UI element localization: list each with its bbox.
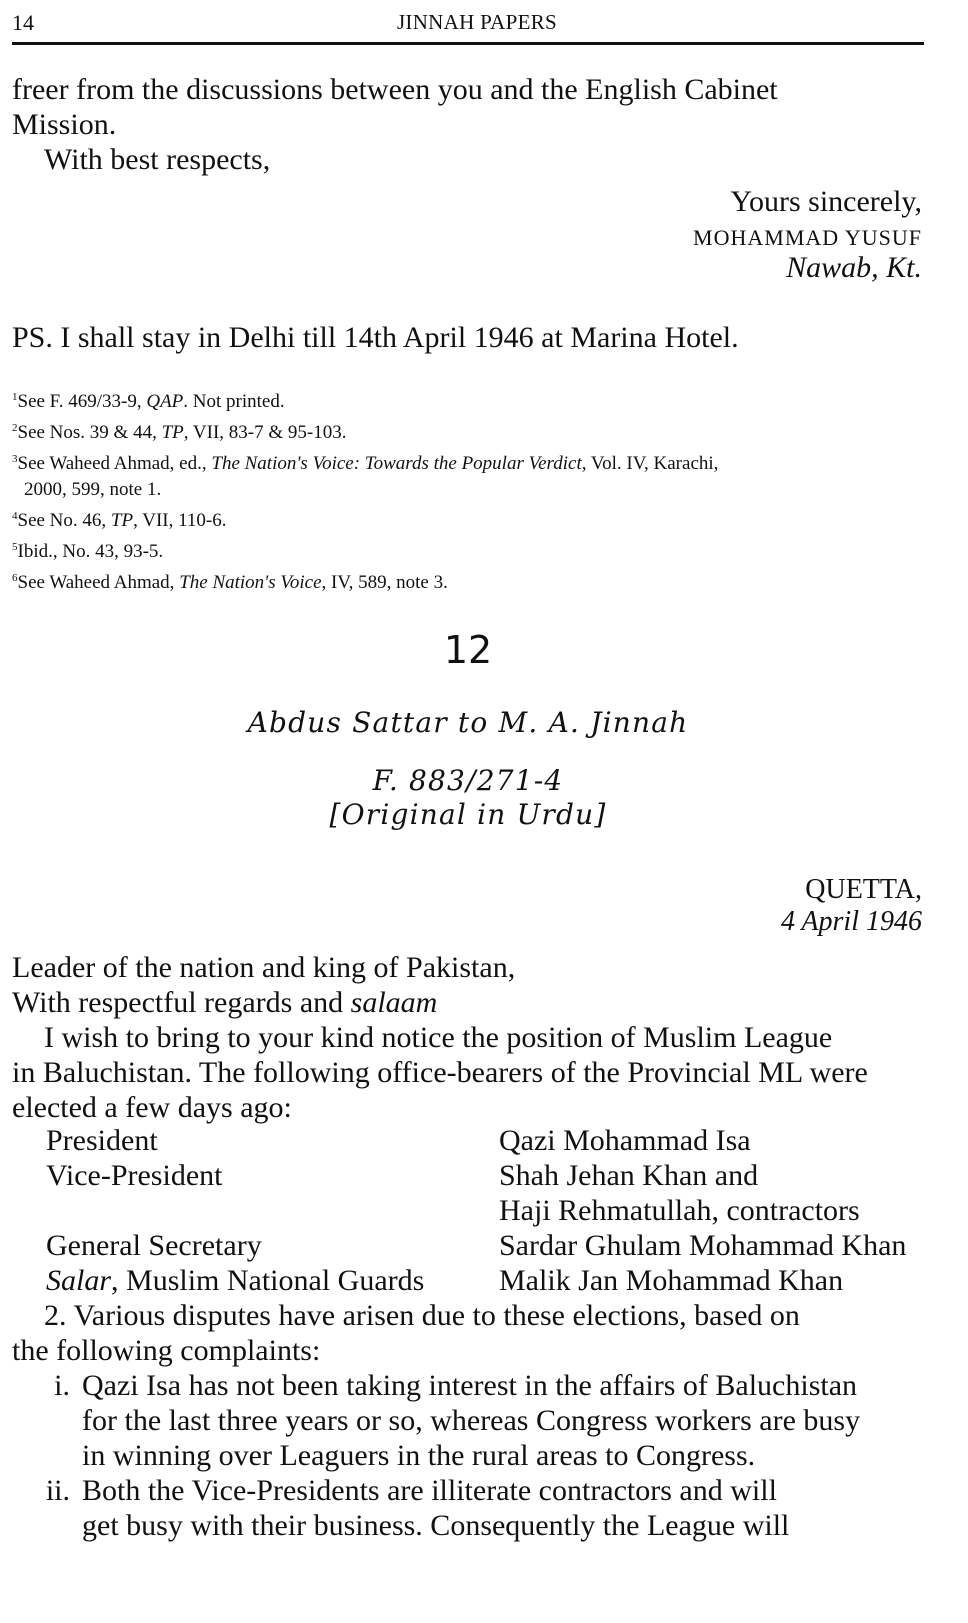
footnote: $^6$See Waheed Ahmad, The Nation's Voice, IV, 589, note 3. [12,572,448,593]
greeting: With respectful regards and salaam [12,986,438,1019]
sign-off: Yours sincerely, [730,185,922,218]
paragraph-line: in Baluchistan. The following office-bearers of the Provincial ML were [12,1056,868,1089]
original-language-note: [Original in Urdu] [329,798,607,831]
letter-place: QUETTA, [805,874,922,905]
officer-row: President Qazi Mohammad Isa [46,1124,751,1157]
officer-row: General Secretary Sardar Ghulam Mohammad Khan [46,1229,907,1262]
page-number: 14 [12,10,34,35]
footnote: $^2$See Nos. 39 & 44, TP, VII, 83-7 & 95-103. [12,422,347,443]
body-line: Mission. [12,108,117,141]
paragraph-2 [12,1298,922,1368]
document-heading: Abdus Sattar to M. A. Jinnah [247,706,689,739]
salutation: Leader of the nation and king of Pakistan, [12,951,516,984]
closing-line: With best respects, [44,143,271,176]
page-header [12,6,924,40]
signatory-name: MOHAMMAD YUSUF [693,225,922,250]
footnote: $^1$See F. 469/33-9, QAP. Not printed. [12,391,285,412]
signatory-title: Nawab, Kt. [786,251,922,284]
postscript: PS. I shall stay in Delhi till 14th April 1946 at Marina Hotel. [12,321,739,354]
footnote: $^4$See No. 46, TP, VII, 110-6. [12,510,227,531]
footnote-continuation: 2000, 599, note 1. [24,479,162,500]
list-item: i. Qazi Isa has not been taking interest in the affairs of Baluchistan for the last three years or so, whereas Congress workers are busy in winning over Leaguers in the rural areas to Congress. [54,1369,861,1472]
letter-date: 4 April 1946 [780,906,922,937]
running-title: JINNAH PAPERS [396,10,558,34]
paragraph-line: I wish to bring to your kind notice the position of Muslim League [44,1021,833,1054]
footnotes [12,384,922,596]
officer-row: Salar, Muslim National Guards Malik Jan Mohammad Khan [46,1264,844,1297]
file-reference: F. 883/271-4 [372,764,564,797]
body-line: freer from the discussions between you and the English Cabinet [12,73,778,106]
header-rule [12,42,924,45]
previous-letter-body [12,72,922,177]
footnote: $^5$Ibid., No. 43, 93-5. [12,541,164,562]
complaints-list [12,1368,922,1543]
officer-row: Vice-President Shah Jehan Khan and [46,1159,759,1192]
list-item: ii. Both the Vice-Presidents are illiterate contractors and will get busy with their business. Consequently the League will [45,1474,790,1542]
document-number: 12 [443,628,493,672]
paragraph-line: elected a few days ago: [12,1091,292,1124]
office-bearers-list [46,1124,926,1299]
paragraph-line: the following complaints: [12,1334,321,1367]
footnote: $^3$See Waheed Ahmad, ed., The Nation's Voice: Towards the Popular Verdict, Vol. IV, Karachi, [12,453,719,474]
paragraph-line: 2. Various disputes have arisen due to these elections, based on [44,1299,800,1332]
officer-row: Haji Rehmatullah, contractors [499,1194,860,1227]
letter-opening [12,950,922,1125]
